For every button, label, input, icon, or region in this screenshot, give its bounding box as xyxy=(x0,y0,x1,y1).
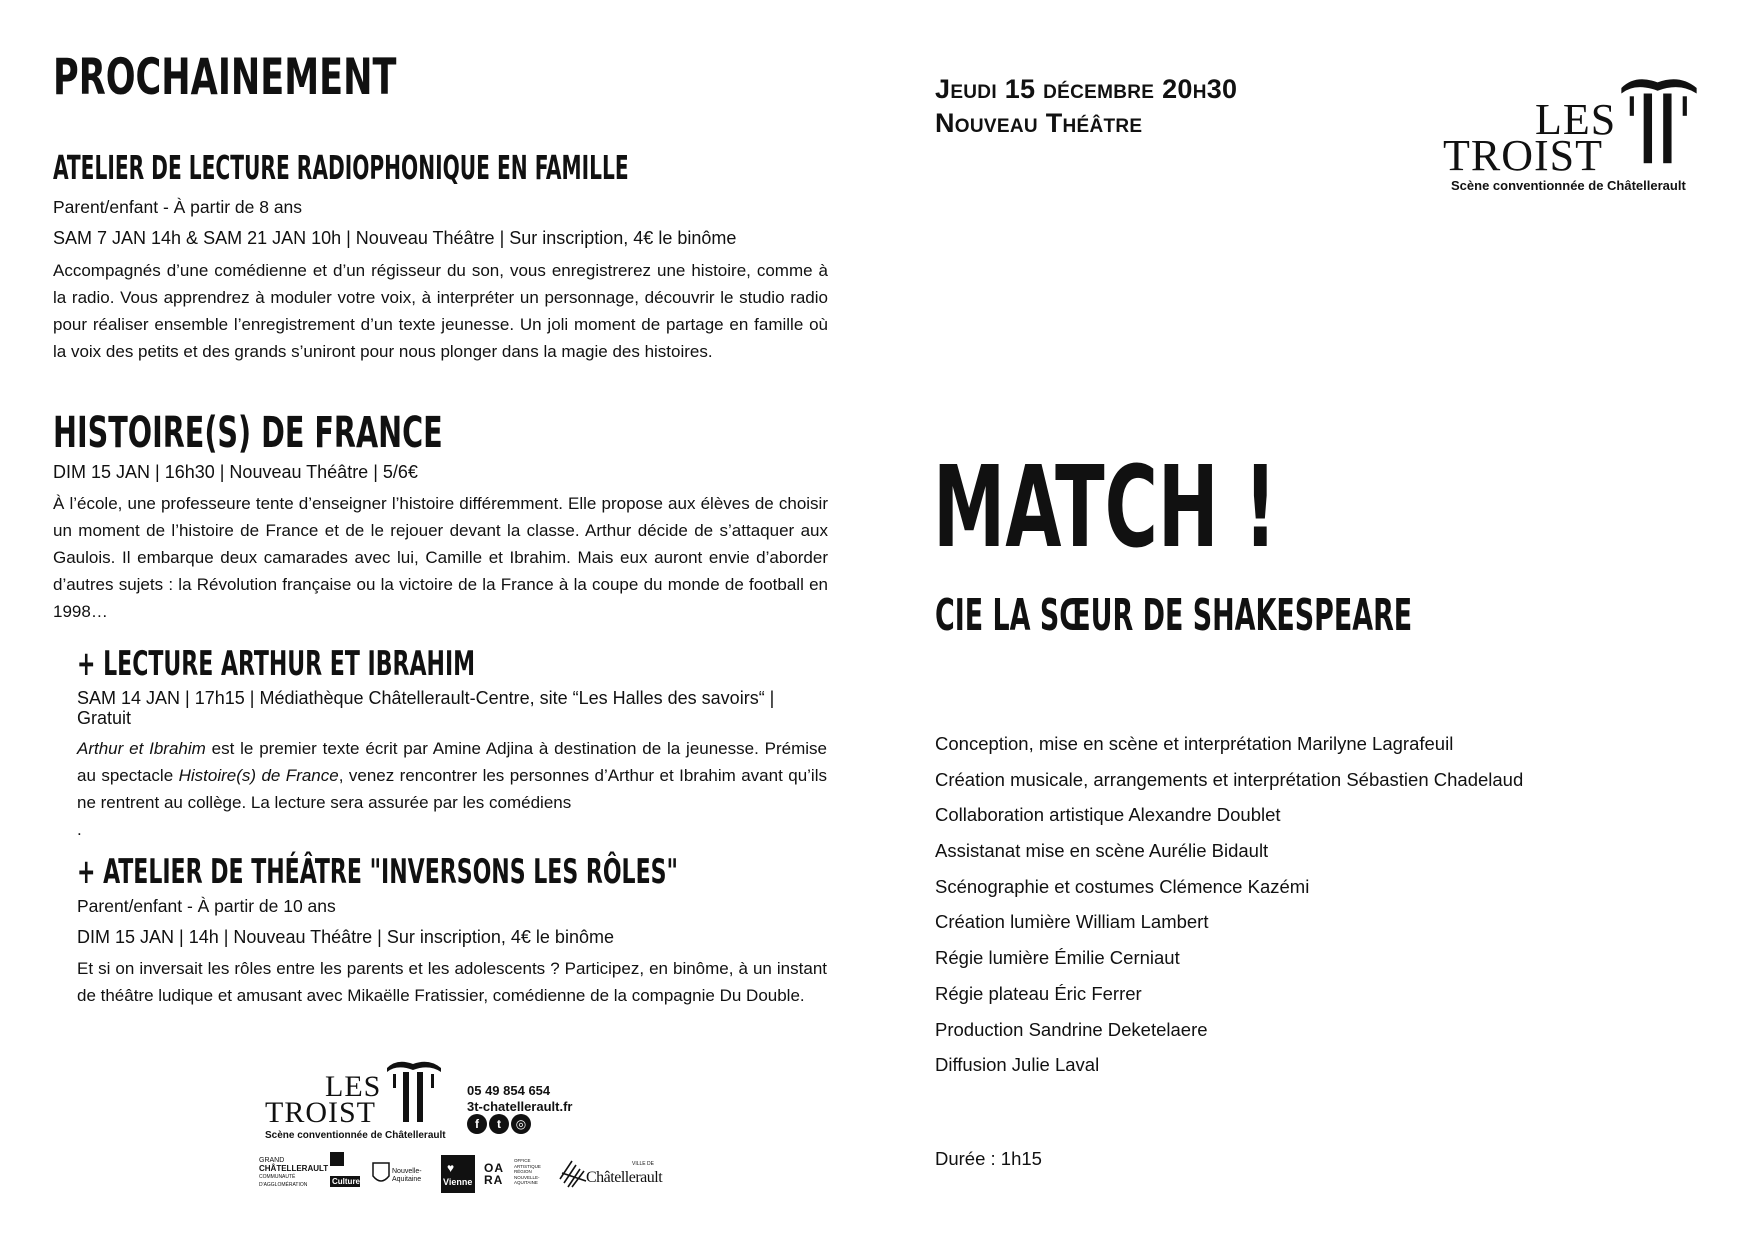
credit-line xyxy=(935,983,1635,1019)
credits-list xyxy=(935,733,1635,1090)
credit-person: Éric Ferrer xyxy=(1054,982,1142,1004)
communaute-label: COMMUNAUTÉ xyxy=(259,1174,296,1180)
credit-role: Collaboration artistique xyxy=(935,804,1125,826)
twitter-icon[interactable]: t xyxy=(489,1114,509,1134)
oara-artistique: ARTISTIQUE xyxy=(514,1163,541,1169)
credit-line xyxy=(935,769,1635,805)
oara-label: OARA xyxy=(484,1161,504,1187)
social-icons xyxy=(467,1114,533,1134)
atelier-schedule: SAM 7 JAN 14h & SAM 21 JAN 10h | Nouveau Théâtre | Sur inscription, 4€ le binôme xyxy=(53,228,737,248)
atelier-theatre-title: + ATELIER DE THÉÂTRE "INVERSONS LES RÔLES" xyxy=(77,852,678,892)
duration: Durée : 1h15 xyxy=(935,1148,1042,1169)
oara-region: RÉGION xyxy=(514,1169,532,1174)
region-shield-icon xyxy=(372,1162,390,1186)
nouvelle-label: Nouvelle- xyxy=(392,1168,422,1175)
lecture-description xyxy=(77,735,827,843)
event-date: Jeudi 15 décembre 20h30 xyxy=(935,74,1238,104)
lecture-text-1: est le premier texte écrit par Amine Adjina à destination de la jeunesse. Prémise au spectacle xyxy=(77,739,827,785)
culture-label: Culture xyxy=(332,1177,360,1186)
instagram-icon[interactable]: ◎ xyxy=(511,1114,531,1134)
credit-line xyxy=(935,733,1635,769)
atelier-audience: Parent/enfant - À partir de 8 ans xyxy=(53,197,303,217)
credit-role: Régie lumière xyxy=(935,947,1050,969)
credit-role: Production xyxy=(935,1018,1024,1040)
credit-role: Création musicale, arrangements et interprétation xyxy=(935,768,1342,790)
oara-office: OFFICE xyxy=(514,1158,531,1163)
credit-person: Alexandre Doublet xyxy=(1128,804,1281,826)
ville-label: Châtellerault xyxy=(586,1169,663,1186)
partner-oara xyxy=(484,1158,549,1192)
atelier-theatre-description: Et si on inversait les rôles entre les parents et les adolescents ? Participez, en binôme, à un instant de théâtre ludique et amusant avec Mikaëlle Fratissier, comédienne de la compagnie Du Double. xyxy=(77,959,827,1005)
partner-vienne xyxy=(441,1155,475,1193)
lecture-title: + LECTURE ARTHUR ET IBRAHIM xyxy=(77,644,476,684)
event-venue: Nouveau Théâtre xyxy=(935,108,1143,138)
lecture-italic-title: Arthur et Ibrahim xyxy=(77,739,206,758)
partner-grand-chatellerault xyxy=(259,1157,328,1189)
ville-de-label: VILLE DE xyxy=(632,1161,654,1167)
footer-logo-les: LES xyxy=(325,1070,382,1103)
credit-person: Marilyne Lagrafeuil xyxy=(1297,733,1454,754)
header-logo-troist: TROIST xyxy=(1443,131,1603,180)
lecture-italic-show: Histoire(s) de France xyxy=(178,766,339,785)
credit-person: William Lambert xyxy=(1075,911,1209,933)
credit-person: Sandrine Deketelaere xyxy=(1028,1018,1208,1040)
credit-line xyxy=(935,947,1635,983)
credit-role: Assistanat mise en scène xyxy=(935,840,1145,862)
show-title: MATCH ! xyxy=(933,443,1277,573)
credit-line xyxy=(935,1054,1635,1090)
logo-columns-icon xyxy=(383,1058,445,1124)
credit-person: Julie Laval xyxy=(1011,1054,1100,1076)
credit-role: Conception, mise en scène et interprétation xyxy=(935,733,1292,754)
credit-line xyxy=(935,840,1635,876)
lecture-text-2: , venez rencontrer les personnes d’Arthur et Ibrahim avant qu’ils ne rentrent au collège. La lecture sera assurée par les comédiens xyxy=(77,766,827,812)
credit-person: Clémence Kazémi xyxy=(1159,875,1310,897)
credit-person: Émilie Cerniaut xyxy=(1054,947,1180,969)
histoires-title: HISTOIRE(S) DE FRANCE xyxy=(53,408,443,458)
credit-role: Diffusion xyxy=(935,1054,1007,1076)
footer-logo xyxy=(265,1058,460,1141)
chatellerault-label: CHÂTELLERAULT xyxy=(259,1164,329,1173)
credit-line xyxy=(935,804,1635,840)
lecture-schedule: SAM 14 JAN | 17h15 | Médiathèque Châtellerault-Centre, site “Les Halles des savoirs“ | Gratuit xyxy=(77,688,775,728)
credit-role: Création lumière xyxy=(935,911,1071,933)
histoires-description: À l’école, une professeure tente d’enseigner l’histoire différemment. Elle propose aux élèves de choisir un moment de l’histoire de France et de le rejouer devant la classe. Arthur décide de s’attaquer aux Gaulois. Il embarque deux camarades avec lui, Camille et Ibrahim. Mais eux auront envie d’aborder d’autres sujets : la Révolution française ou la victoire de la France à la coupe du monde de football en 1998… xyxy=(53,494,828,621)
partner-nouvelle-aquitaine xyxy=(372,1160,427,1194)
aquitaine-label: Aquitaine xyxy=(392,1176,422,1183)
header-logo-les: LES xyxy=(1535,95,1617,144)
credit-role: Scénographie et costumes xyxy=(935,875,1155,897)
vienne-label: Vienne xyxy=(443,1177,473,1187)
logo-columns-icon xyxy=(1615,74,1703,166)
credit-line xyxy=(935,911,1635,947)
footer-website[interactable]: 3t-chatellerault.fr xyxy=(467,1099,573,1114)
oara-aquitaine: AQUITAINE xyxy=(514,1180,538,1185)
footer-phone: 05 49 854 654 xyxy=(467,1083,551,1098)
oara-nouvelle: NOUVELLE- xyxy=(514,1174,540,1180)
partner-ville-chatellerault xyxy=(558,1155,663,1193)
credit-person: Aurélie Bidault xyxy=(1148,840,1269,862)
credit-line xyxy=(935,1019,1635,1055)
atelier-theatre-schedule: DIM 15 JAN | 14h | Nouveau Théâtre | Sur inscription, 4€ le binôme xyxy=(77,927,614,947)
atelier-title: ATELIER DE LECTURE RADIOPHONIQUE EN FAMILLE xyxy=(53,148,629,187)
atelier-theatre-audience: Parent/enfant - À partir de 10 ans xyxy=(77,896,336,916)
credit-role: Régie plateau xyxy=(935,982,1050,1004)
facebook-icon[interactable]: f xyxy=(467,1114,487,1134)
page-heading: PROCHAINEMENT xyxy=(53,48,397,106)
credit-person: Sébastien Chadelaud xyxy=(1346,768,1524,790)
hatch-mark-icon xyxy=(558,1159,588,1189)
republique-mark-icon xyxy=(330,1152,344,1166)
lecture-trailing: . xyxy=(77,820,82,839)
company-name: CIE LA SŒUR DE SHAKESPEARE xyxy=(935,590,1413,641)
footer-logo-troist: TROIST xyxy=(265,1096,376,1129)
footer-logo-tagline: Scène conventionnée de Châtellerault xyxy=(265,1130,446,1141)
agglomeration-label: D'AGGLOMÉRATION xyxy=(259,1182,308,1188)
histoires-schedule: DIM 15 JAN | 16h30 | Nouveau Théâtre | 5/6€ xyxy=(53,462,418,482)
atelier-description: Accompagnés d’une comédienne et d’un régisseur du son, vous enregistrerez une histoire, comme à la radio. Vous apprendrez à moduler votre voix, à interpréter un personnage, découvrir le studio radio pour réaliser ensemble l’enregistrement d’un texte jeunesse. Un joli moment de partage en famille où la voix des petits et des grands s’uniront pour nous plonger dans la magie des histoires. xyxy=(53,261,828,361)
partner-culture xyxy=(330,1152,360,1190)
grand-label: GRAND xyxy=(259,1157,285,1164)
header-logo xyxy=(1443,72,1713,197)
credit-line xyxy=(935,876,1635,912)
heart-icon: ♥ xyxy=(447,1161,455,1175)
header-logo-tagline: Scène conventionnée de Châtellerault xyxy=(1451,178,1686,193)
